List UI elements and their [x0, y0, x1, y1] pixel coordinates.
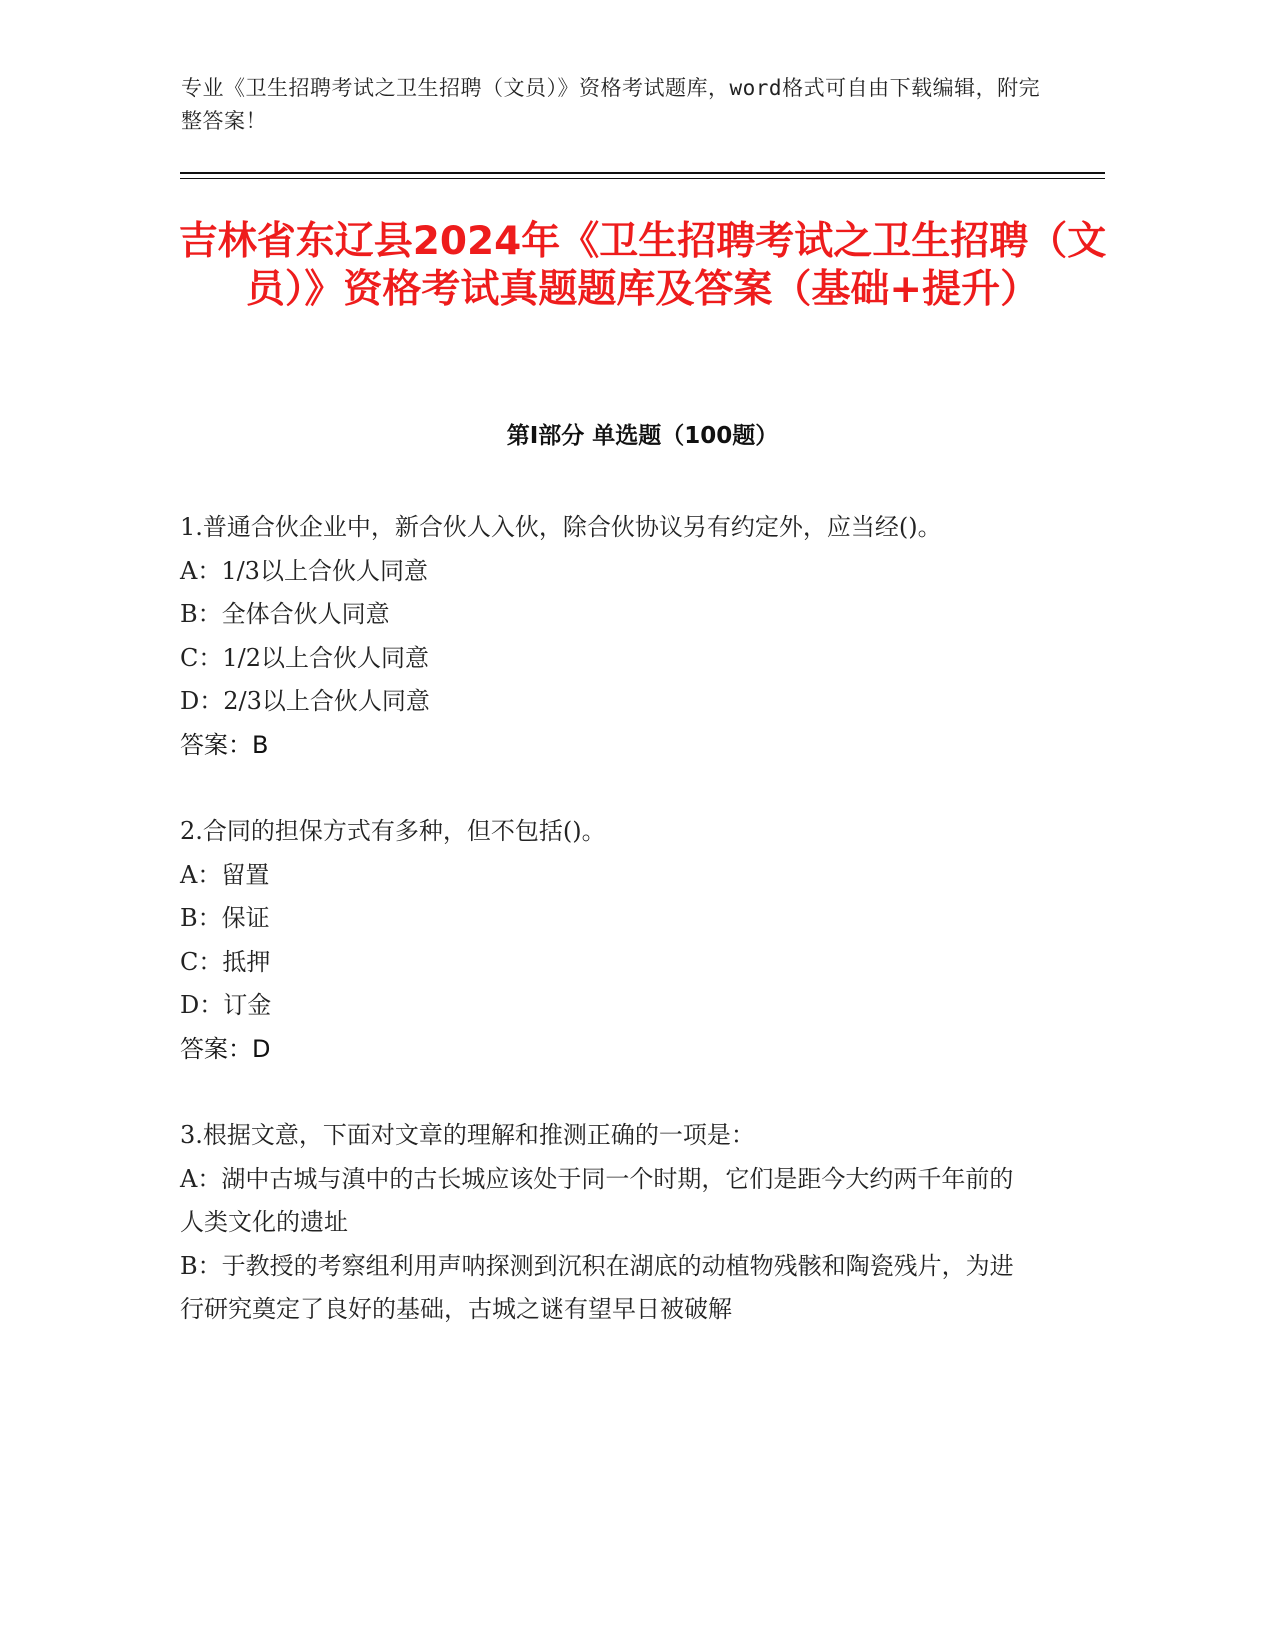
section-title: 第Ⅰ部分 单选题（100题）	[506, 423, 779, 449]
question-list	[180, 506, 1030, 1375]
header-divider-thin	[180, 178, 1105, 179]
option-c: C：抵押	[180, 947, 271, 976]
option-c: C：1/2以上合伙人同意	[180, 643, 429, 672]
answer-line: 答案：B	[180, 730, 269, 759]
option-d: D：2/3以上合伙人同意	[180, 687, 430, 715]
option-a: A：湖中古城与滇中的古长城应该处于同一个时期，它们是距今大约两千年前的人类文化的遗址	[180, 1164, 1014, 1236]
option-d: D：订金	[180, 991, 272, 1019]
option-b: B：保证	[180, 904, 270, 932]
option-b: B：全体合伙人同意	[180, 600, 390, 628]
question-stem: 1.普通合伙企业中，新合伙人入伙，除合伙协议另有约定外，应当经()。	[180, 513, 942, 541]
document-title: 吉林省东辽县2024年《卫生招聘考试之卫生招聘（文员）》资格考试真题题库及答案（基础+提升）	[178, 219, 1107, 312]
option-b: B：于教授的考察组利用声呐探测到沉积在湖底的动植物残骸和陶瓷残片，为进行研究奠定了良好的基础，古城之谜有望早日被破解	[180, 1251, 1014, 1323]
question-2	[180, 810, 1030, 1071]
question-1	[180, 506, 1030, 767]
answer-line: 答案：D	[180, 1034, 271, 1063]
header-note: 专业《卫生招聘考试之卫生招聘（文员）》资格考试题库，word格式可自由下载编辑，附完整答案！	[181, 76, 1041, 133]
question-stem: 3.根据文意，下面对文章的理解和推测正确的一项是：	[180, 1121, 755, 1149]
question-3	[180, 1114, 1030, 1332]
option-a: A：1/3以上合伙人同意	[180, 556, 428, 585]
option-a: A：留置	[180, 860, 270, 889]
question-stem: 2.合同的担保方式有多种，但不包括()。	[180, 817, 606, 845]
header-divider-thick	[180, 172, 1105, 174]
